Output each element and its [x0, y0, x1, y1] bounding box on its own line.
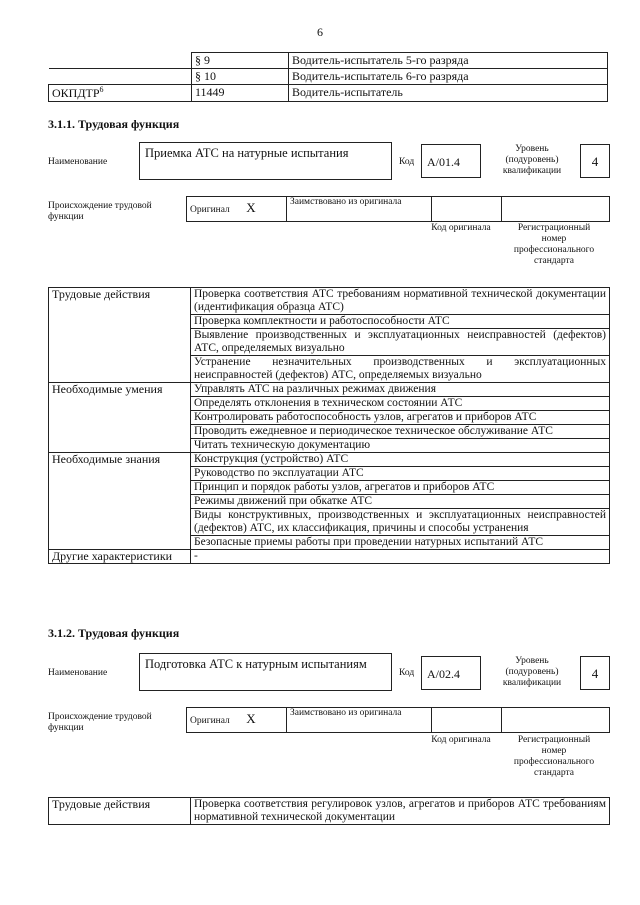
- function-name: Приемка АТС на натурные испытания: [145, 146, 349, 160]
- function-name-box: [139, 142, 392, 180]
- table-row: [49, 85, 608, 102]
- list-item: Читать техническую документацию: [191, 439, 610, 453]
- table-row: [49, 798, 610, 825]
- okpdtr-name: Водитель-испытатель 5-го разряда: [289, 53, 608, 69]
- okpdtr-name: Водитель-испытатель: [289, 85, 608, 102]
- page-number: 6: [317, 25, 323, 39]
- function-code-box: [421, 144, 481, 178]
- list-item: Проверка соответствия регулировок узлов, агрегатов и приборов АТС требованиям нормативной технической документации: [191, 798, 610, 825]
- section-label: Трудовые действия: [49, 288, 191, 383]
- origin-code-label: Код оригинала: [431, 735, 491, 745]
- original-mark: X: [246, 200, 256, 215]
- list-item: Безопасные приемы работы при проведении натурных испытаний АТС: [191, 536, 610, 550]
- table-row: [49, 288, 610, 315]
- list-item: Проверка соответствия АТС требованиям нормативной технической документации (идентификация образца АТС): [191, 288, 610, 315]
- list-item: Контролировать работоспособность узлов, агрегатов и приборов АТС: [191, 411, 610, 425]
- original-label: Оригинал: [190, 716, 230, 726]
- okpdtr-label-cell: [49, 85, 192, 102]
- list-item: Управлять АТС на различных режимах движения: [191, 383, 610, 397]
- level-label: Уровень (подуровень) квалификации: [502, 656, 562, 688]
- function-name-box: [139, 653, 392, 691]
- section-label: Другие характеристики: [49, 550, 191, 564]
- level-box: [580, 144, 610, 178]
- table-row: [49, 69, 608, 85]
- list-item: -: [191, 550, 610, 564]
- function-details-table: [48, 287, 610, 564]
- okpdtr-label: ОКПДТР: [52, 86, 100, 100]
- name-label: Наименование: [48, 157, 108, 167]
- list-item: Руководство по эксплуатации АТС: [191, 467, 610, 481]
- list-item: Режимы движений при обкатке АТС: [191, 495, 610, 509]
- section-label: Необходимые знания: [49, 453, 191, 550]
- code-label: Код: [399, 668, 415, 678]
- reg-number-cell: [502, 708, 610, 733]
- origin-table: [186, 196, 610, 222]
- function-code: A/02.4: [427, 667, 460, 681]
- list-item: Выявление производственных и эксплуатационных неисправностей (дефектов) АТС, определяемых визуально: [191, 329, 610, 356]
- reg-number-cell: [502, 197, 610, 222]
- level-label: Уровень (подуровень) квалификации: [502, 144, 562, 176]
- section-label: Необходимые умения: [49, 383, 191, 453]
- original-cell: [187, 197, 287, 222]
- list-item: Проводить ежедневное и периодическое техническое обслуживание АТС: [191, 425, 610, 439]
- original-label: Оригинал: [190, 205, 230, 215]
- list-item: Виды конструктивных, производственных и эксплуатационных неисправностей (дефектов) АТС, их классификация, причины и способы устранения: [191, 509, 610, 536]
- level-value: 4: [591, 154, 599, 169]
- borrowed-cell: [287, 197, 432, 222]
- borrowed-label: Заимствовано из оригинала: [290, 708, 402, 718]
- function-details-table: [48, 797, 610, 825]
- list-item: Конструкция (устройство) АТС: [191, 453, 610, 467]
- table-row: [49, 383, 610, 397]
- okpdtr-code: § 9: [192, 53, 289, 69]
- name-label: Наименование: [48, 668, 108, 678]
- code-label: Код: [399, 157, 415, 167]
- okpdtr-label-cell: [49, 69, 192, 85]
- table-row: [49, 53, 608, 69]
- list-item: Определять отклонения в техническом состоянии АТС: [191, 397, 610, 411]
- section-title: 3.1.2. Трудовая функция: [48, 626, 180, 640]
- original-mark: X: [246, 711, 256, 726]
- level-value: 4: [591, 666, 599, 681]
- borrowed-label: Заимствовано из оригинала: [290, 197, 402, 207]
- origin-code-cell: [432, 197, 502, 222]
- origin-label: Происхождение трудовой функции: [48, 201, 152, 222]
- list-item: Проверка комплектности и работоспособности АТС: [191, 315, 610, 329]
- original-cell: [187, 708, 287, 733]
- okpdtr-label-cell: [49, 53, 192, 69]
- table-row: [49, 550, 610, 564]
- table-row: [49, 453, 610, 467]
- reg-number-label: Регистрационный номер профессионального стандарта: [513, 223, 595, 266]
- okpdtr-table: [48, 52, 608, 102]
- origin-code-cell: [432, 708, 502, 733]
- list-item: Принцип и порядок работы узлов, агрегатов и приборов АТС: [191, 481, 610, 495]
- section-label: Трудовые действия: [49, 798, 191, 825]
- level-box: [580, 656, 610, 690]
- okpdtr-name: Водитель-испытатель 6-го разряда: [289, 69, 608, 85]
- list-item: Устранение незначительных производственных и эксплуатационных неисправностей (дефектов) АТС, определяемых визуально: [191, 356, 610, 383]
- okpdtr-code: 11449: [192, 85, 289, 102]
- function-name: Подготовка АТС к натурным испытаниям: [145, 657, 367, 671]
- function-code: A/01.4: [427, 155, 460, 169]
- origin-label: Происхождение трудовой функции: [48, 712, 152, 733]
- origin-code-label: Код оригинала: [431, 223, 491, 233]
- function-code-box: [421, 656, 481, 690]
- origin-table: [186, 707, 610, 733]
- reg-number-label: Регистрационный номер профессионального стандарта: [513, 735, 595, 778]
- borrowed-cell: [287, 708, 432, 733]
- okpdtr-code: § 10: [192, 69, 289, 85]
- section-title: 3.1.1. Трудовая функция: [48, 117, 180, 131]
- footnote-ref: 6: [99, 85, 104, 94]
